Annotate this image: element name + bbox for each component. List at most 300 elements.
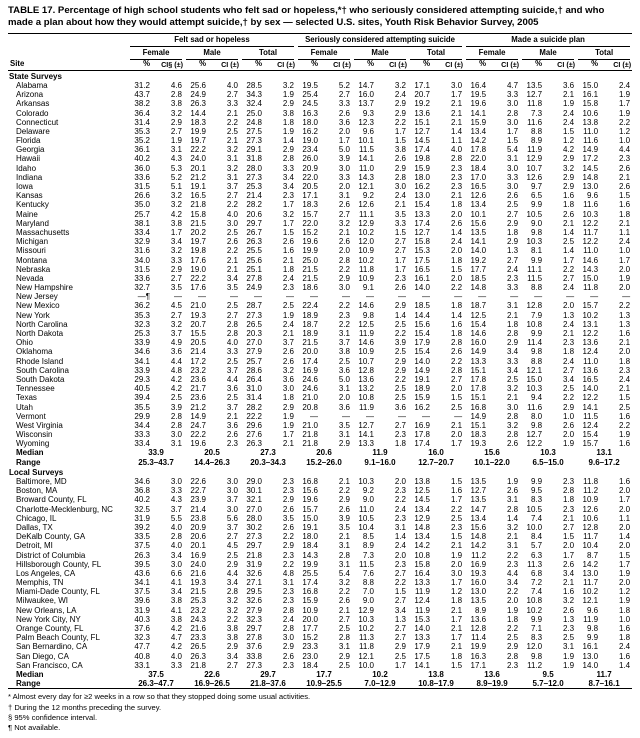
percent-value: 17.5 bbox=[414, 651, 430, 661]
percent-value: 8.8 bbox=[530, 283, 543, 293]
ci-value: 2.0 bbox=[619, 264, 631, 274]
ci-value: 2.4 bbox=[394, 90, 406, 100]
percent-value: 13.0 bbox=[582, 651, 599, 661]
percent-value: 12.1 bbox=[582, 596, 599, 606]
ci-value: 2.1 bbox=[450, 117, 463, 127]
ci-value: 1.5 bbox=[394, 136, 406, 146]
ci-value: 2.3 bbox=[562, 477, 575, 487]
percent-value: 19.8 bbox=[190, 246, 206, 256]
ci-value: 1.3 bbox=[506, 246, 519, 256]
percent-value: 27.1 bbox=[246, 578, 262, 588]
ci-value: 1.7 bbox=[506, 126, 519, 136]
percent-value: 27.8 bbox=[246, 273, 262, 283]
percent-value: 32.3 bbox=[134, 319, 150, 329]
percent-value: 38.1 bbox=[134, 218, 150, 228]
ci-value: 2.0 bbox=[619, 578, 631, 588]
percent-value: 21.8 bbox=[302, 439, 318, 449]
group-header-row bbox=[8, 33, 632, 46]
percent-value: 11.6 bbox=[527, 402, 543, 412]
percent-value: 34.6 bbox=[134, 347, 150, 357]
ci-value: 6.6 bbox=[170, 568, 182, 578]
percent-value: 14.9 bbox=[414, 365, 430, 375]
percent-value: 14.1 bbox=[582, 402, 599, 412]
ci-value: 3.0 bbox=[282, 384, 294, 394]
ci-value: 2.6 bbox=[506, 439, 519, 449]
site-name: Delaware bbox=[16, 126, 50, 136]
percent-value: 14.8 bbox=[414, 522, 430, 532]
ci-value: — bbox=[622, 292, 631, 302]
ci-value: 3.4 bbox=[506, 578, 519, 588]
percent-value: 9.9 bbox=[586, 633, 599, 643]
percent-value: 12.7 bbox=[526, 90, 543, 100]
percent-header: % bbox=[352, 60, 379, 70]
ci-value: 2.3 bbox=[282, 191, 294, 201]
subgroup-male: Male bbox=[520, 47, 576, 60]
percent-value: 36.2 bbox=[134, 301, 150, 311]
percent-value: 13.6 bbox=[582, 365, 599, 375]
ci-value: 3.6 bbox=[170, 347, 182, 357]
percent-value: 9.0 bbox=[362, 495, 374, 505]
percent-value: 18.9 bbox=[302, 310, 318, 320]
ci-value: 2.9 bbox=[170, 117, 182, 127]
percent-value: 15.4 bbox=[414, 347, 430, 357]
ci-value: 3.0 bbox=[506, 99, 519, 109]
percent-value: 10.2 bbox=[358, 255, 374, 265]
ci-value: 3.3 bbox=[226, 347, 238, 357]
ci-value: 3.2 bbox=[338, 578, 350, 588]
percent-value: 26.3 bbox=[190, 651, 206, 661]
ci-value: — bbox=[510, 292, 519, 302]
percent-value: 25.1 bbox=[246, 264, 262, 274]
percent-value: 8.4 bbox=[530, 532, 543, 542]
ci-value: 3.3 bbox=[394, 218, 406, 228]
percent-value: 8.8 bbox=[530, 126, 543, 136]
percent-value: 29.7 bbox=[246, 624, 262, 634]
ci-value: 1.0 bbox=[562, 411, 575, 421]
percent-value: 11.7 bbox=[583, 578, 599, 588]
ci-value: 4.2 bbox=[170, 624, 182, 634]
percent-value: 33.8 bbox=[246, 651, 262, 661]
summary-value: 13.8 bbox=[428, 669, 444, 679]
ci-header: CI (±) bbox=[491, 60, 520, 70]
ci-value: — bbox=[174, 292, 182, 302]
table-row bbox=[8, 514, 632, 523]
ci-value: 2.4 bbox=[562, 356, 575, 366]
ci-value: 2.6 bbox=[562, 559, 575, 569]
percent-value: 33.1 bbox=[134, 660, 150, 670]
percent-value: 27.8 bbox=[246, 633, 262, 643]
ci-value: 2.0 bbox=[394, 477, 406, 487]
ci-value: 3.7 bbox=[226, 402, 238, 412]
ci-value: 2.9 bbox=[338, 651, 350, 661]
ci-value: 3.0 bbox=[506, 402, 519, 412]
percent-value: 17.4 bbox=[414, 145, 430, 155]
percent-value: 33.6 bbox=[134, 273, 150, 283]
percent-value: 17.9 bbox=[414, 338, 430, 348]
ci-value: 3.2 bbox=[282, 365, 294, 375]
ci-value: — bbox=[454, 411, 463, 421]
percent-value: 23.2 bbox=[190, 605, 206, 615]
percent-value: 16.8 bbox=[470, 402, 487, 412]
ci-value: — bbox=[398, 292, 406, 302]
ci-value: 1.5 bbox=[619, 550, 631, 560]
ci-value: 2.8 bbox=[506, 430, 519, 440]
ci-value: 2.4 bbox=[562, 283, 575, 293]
percent-value: 21.2 bbox=[190, 402, 206, 412]
ci-value: 3.2 bbox=[282, 80, 294, 90]
site-name: South Dakota bbox=[16, 374, 65, 384]
percent-value: 33.6 bbox=[134, 172, 150, 182]
percent-value: 33.9 bbox=[134, 365, 150, 375]
percent-value: 32.7 bbox=[134, 283, 150, 293]
table-row bbox=[8, 486, 632, 495]
percent-value: 28.2 bbox=[246, 200, 262, 210]
percent-value: 17.4 bbox=[302, 356, 318, 366]
ci-value: 3.8 bbox=[282, 108, 294, 118]
ci-value: 3.5 bbox=[170, 283, 182, 293]
percent-value: 11.7 bbox=[583, 227, 599, 237]
ci-value: 3.1 bbox=[338, 384, 350, 394]
table-row bbox=[8, 375, 632, 384]
ci-value: 1.5 bbox=[394, 227, 406, 237]
percent-value: 13.5 bbox=[470, 477, 487, 487]
ci-value: 2.3 bbox=[450, 172, 463, 182]
percent-value: 40.2 bbox=[134, 154, 150, 164]
percent-value: 25.6 bbox=[246, 255, 262, 265]
site-name: Wisconsin bbox=[16, 430, 53, 440]
percent-value: 32.3 bbox=[134, 633, 150, 643]
percent-value: 7.0 bbox=[362, 587, 374, 597]
ci-value: — bbox=[454, 292, 463, 302]
ci-value: 1.4 bbox=[282, 136, 294, 146]
percent-value: 20.6 bbox=[246, 209, 262, 219]
percent-value: 18.5 bbox=[414, 301, 430, 311]
percent-value: 37.6 bbox=[246, 642, 262, 652]
percent-value: 11.5 bbox=[359, 145, 374, 155]
ci-value: 2.7 bbox=[394, 568, 406, 578]
ci-value: 2.6 bbox=[619, 182, 631, 192]
percent-value: 10.5 bbox=[358, 513, 374, 523]
percent-value: 11.0 bbox=[583, 246, 599, 256]
site-name: New Hampshire bbox=[16, 283, 73, 293]
ci-value: 3.1 bbox=[226, 172, 238, 182]
ci-value: 3.4 bbox=[562, 568, 575, 578]
percent-value: 18.7 bbox=[302, 319, 318, 329]
ci-value: 3.1 bbox=[506, 541, 519, 551]
ci-value: 2.7 bbox=[394, 624, 406, 634]
ci-value: 2.7 bbox=[394, 246, 406, 256]
group-made-a-suicide-plan bbox=[464, 33, 632, 46]
ci-value: 3.5 bbox=[394, 209, 406, 219]
ci-value: 2.6 bbox=[226, 237, 238, 247]
summary-value: 11.7 bbox=[596, 669, 612, 679]
percent-value: 14.1 bbox=[358, 154, 374, 164]
ci-value: 1.6 bbox=[619, 651, 631, 661]
ci-value: 2.1 bbox=[394, 200, 406, 210]
percent-value: 10.8 bbox=[414, 550, 430, 560]
ci-value: 2.8 bbox=[282, 154, 294, 164]
ci-value: 2.1 bbox=[562, 329, 575, 339]
percent-value: 19.6 bbox=[302, 495, 318, 505]
ci-value: 2.8 bbox=[506, 411, 519, 421]
ci-value: 4.5 bbox=[170, 301, 182, 311]
percent-value: 14.0 bbox=[414, 624, 430, 634]
ci-value: 4.2 bbox=[562, 145, 575, 155]
table-row bbox=[8, 578, 632, 587]
percent-value: 12.0 bbox=[526, 642, 543, 652]
ci-value: 1.8 bbox=[506, 614, 519, 624]
percent-header: % bbox=[408, 60, 435, 70]
percent-value: 32.6 bbox=[246, 596, 262, 606]
summary-value: 14.4–26.3 bbox=[194, 457, 230, 467]
ci-value: 2.7 bbox=[338, 209, 350, 219]
ci-value: 1.8 bbox=[450, 200, 463, 210]
ci-value: 3.9 bbox=[170, 402, 182, 412]
percent-value: 17.4 bbox=[302, 578, 318, 588]
ci-value: 2.1 bbox=[450, 624, 463, 634]
ci-value: 2.9 bbox=[562, 172, 575, 182]
ci-value: 1.6 bbox=[562, 191, 575, 201]
ci-value: 2.7 bbox=[338, 614, 350, 624]
percent-value: 11.9 bbox=[415, 587, 430, 597]
ci-value: 1.5 bbox=[506, 136, 519, 146]
ci-value: 4.7 bbox=[170, 633, 182, 643]
ci-value: 5.5 bbox=[170, 513, 182, 523]
percent-value: 29.1 bbox=[246, 145, 262, 155]
percent-value: 33.9 bbox=[134, 338, 150, 348]
ci-value: 4.1 bbox=[170, 578, 182, 588]
percent-value: 11.8 bbox=[359, 642, 374, 652]
percent-value: 20.0 bbox=[302, 347, 318, 357]
summary-value: 15.6 bbox=[484, 448, 500, 458]
ci-value: 2.1 bbox=[282, 439, 294, 449]
percent-value: 27.3 bbox=[246, 172, 262, 182]
ci-value: 2.0 bbox=[338, 126, 350, 136]
ci-value: 2.8 bbox=[506, 329, 519, 339]
site-name: Miami-Dade County, FL bbox=[16, 587, 100, 597]
ci-value: 3.2 bbox=[226, 145, 238, 155]
ci-value: 2.8 bbox=[170, 411, 182, 421]
percent-value: 10.5 bbox=[526, 504, 543, 514]
ci-value: 3.8 bbox=[394, 145, 406, 155]
ci-value: 1.8 bbox=[619, 633, 631, 643]
ci-value: 1.5 bbox=[562, 532, 575, 542]
ci-value: 3.0 bbox=[170, 559, 182, 569]
percent-value: 21.4 bbox=[246, 191, 262, 201]
percent-value: 13.0 bbox=[470, 587, 487, 597]
percent-value: 23.3 bbox=[190, 633, 206, 643]
percent-value: 12.6 bbox=[470, 191, 487, 201]
ci-value: 2.2 bbox=[506, 587, 519, 597]
table-row bbox=[8, 173, 632, 182]
ci-value: 2.1 bbox=[619, 338, 631, 348]
percent-value: 21.5 bbox=[302, 273, 318, 283]
percent-value: 13.8 bbox=[582, 117, 599, 127]
percent-value: 6.5 bbox=[530, 191, 543, 201]
ci-value: 2.0 bbox=[450, 559, 463, 569]
ci-value: 5.3 bbox=[170, 163, 182, 173]
percent-value: 38.2 bbox=[134, 99, 150, 109]
percent-value: 14.5 bbox=[414, 495, 430, 505]
ci-value: 1.0 bbox=[619, 614, 631, 624]
percent-value: 14.3 bbox=[358, 172, 374, 182]
group-seriously-considered-suicide bbox=[296, 33, 464, 46]
percent-value: 10.3 bbox=[526, 237, 543, 247]
summary-value: 15.2–26.0 bbox=[306, 457, 342, 467]
table-row bbox=[8, 145, 632, 154]
percent-value: 16.5 bbox=[582, 374, 599, 384]
ci-value: 4.0 bbox=[226, 338, 238, 348]
footnote-asterisk: * Almost every day for ≥2 weeks in a row so that they stopped doing some usual activities. bbox=[8, 692, 311, 702]
table-row bbox=[8, 256, 632, 265]
percent-value: 14.9 bbox=[470, 347, 487, 357]
site-name: DeKalb County, GA bbox=[16, 532, 86, 542]
percent-value: 24.3 bbox=[190, 614, 206, 624]
percent-value: 19.3 bbox=[470, 439, 487, 449]
footnote-dagger: † During the 12 months preceding the survey. bbox=[8, 702, 162, 712]
ci-value: 2.3 bbox=[450, 163, 463, 173]
summary-value: 5.7–12.0 bbox=[532, 679, 564, 689]
percent-value: 21.0 bbox=[190, 301, 206, 311]
percent-value: 30.1 bbox=[246, 486, 262, 496]
percent-value: 20.1 bbox=[190, 541, 206, 551]
ci-value: 2.8 bbox=[170, 90, 182, 100]
percent-value: 14.8 bbox=[582, 172, 599, 182]
percent-value: 18.3 bbox=[302, 200, 318, 210]
ci-value: 3.1 bbox=[226, 154, 238, 164]
ci-value: 3.1 bbox=[170, 145, 182, 155]
ci-value: 5.4 bbox=[506, 145, 519, 155]
percent-value: 12.8 bbox=[526, 301, 543, 311]
percent-value: 16.2 bbox=[414, 402, 430, 412]
ci-value: 3.7 bbox=[226, 522, 238, 532]
ci-value: 2.7 bbox=[394, 633, 406, 643]
percent-value: 12.9 bbox=[358, 605, 374, 615]
ci-value: — bbox=[342, 411, 350, 421]
percent-value: 28.6 bbox=[246, 365, 262, 375]
ci-value: 1.9 bbox=[562, 99, 575, 109]
percent-value: 28.2 bbox=[246, 402, 262, 412]
summary-value: 29.7 bbox=[260, 669, 276, 679]
ci-value: 2.8 bbox=[450, 338, 463, 348]
percent-value: 9.6 bbox=[362, 126, 374, 136]
percent-value: 21.8 bbox=[246, 550, 262, 560]
ci-value: 2.6 bbox=[506, 486, 519, 496]
percent-value: 13.7 bbox=[358, 99, 374, 109]
site-name: Baltimore, MD bbox=[16, 477, 67, 487]
percent-value: 14.2 bbox=[470, 541, 487, 551]
ci-value: 1.8 bbox=[450, 301, 463, 311]
percent-value: 13.4 bbox=[414, 504, 430, 514]
ci-value: 3.1 bbox=[506, 154, 519, 164]
ci-value: 2.5 bbox=[226, 356, 238, 366]
percent-value: 15.7 bbox=[302, 504, 318, 514]
ci-value: 5.1 bbox=[170, 182, 182, 192]
table-row bbox=[8, 551, 632, 560]
ci-value: 3.6 bbox=[226, 420, 238, 430]
ci-value: 2.0 bbox=[506, 596, 519, 606]
percent-value: 15.4 bbox=[414, 329, 430, 339]
percent-value: 21.6 bbox=[190, 624, 206, 634]
ci-value: 4.4 bbox=[619, 145, 631, 155]
percent-value: 10.6 bbox=[582, 513, 599, 523]
table-row bbox=[8, 430, 632, 439]
percent-value: 14.6 bbox=[358, 301, 374, 311]
ci-value: 2.1 bbox=[619, 384, 631, 394]
ci-value: 2.7 bbox=[170, 273, 182, 283]
percent-value: 43.7 bbox=[134, 90, 150, 100]
ci-value: 3.2 bbox=[562, 596, 575, 606]
ci-value: 2.8 bbox=[282, 605, 294, 615]
ci-value: 2.6 bbox=[619, 163, 631, 173]
percent-value: 9.9 bbox=[530, 200, 543, 210]
summary-value: 10.1–22.0 bbox=[474, 457, 510, 467]
table-row bbox=[8, 624, 632, 633]
percent-value: 15.4 bbox=[582, 430, 599, 440]
percent-value: 12.1 bbox=[358, 651, 374, 661]
percent-value: 26.5 bbox=[190, 642, 206, 652]
ci-value: 3.6 bbox=[394, 402, 406, 412]
percent-value: 20.9 bbox=[302, 163, 318, 173]
ci-value: 2.4 bbox=[450, 237, 463, 247]
ci-value: 2.1 bbox=[619, 218, 631, 228]
summary-value: 33.9 bbox=[148, 448, 164, 458]
percent-value: 26.6 bbox=[134, 191, 150, 201]
summary-value: 9.5 bbox=[542, 669, 554, 679]
ci-value: 2.0 bbox=[450, 430, 463, 440]
ci-value: 2.0 bbox=[562, 430, 575, 440]
percent-value: 7.4 bbox=[530, 513, 543, 523]
ci-value: 3.9 bbox=[338, 154, 350, 164]
percent-value: 13.0 bbox=[582, 182, 599, 192]
table-row bbox=[8, 81, 632, 90]
percent-value: 14.7 bbox=[470, 504, 487, 514]
percent-value: 39.2 bbox=[134, 522, 150, 532]
percent-value: 9.8 bbox=[530, 651, 543, 661]
percent-value: 14.8 bbox=[470, 532, 487, 542]
ci-value: 2.2 bbox=[619, 117, 631, 127]
percent-value: 15.0 bbox=[526, 374, 543, 384]
percent-value: 9.9 bbox=[530, 477, 543, 487]
table-row bbox=[8, 191, 632, 200]
percent-value: 12.8 bbox=[582, 522, 599, 532]
percent-value: 21.5 bbox=[190, 218, 206, 228]
percent-value: 11.5 bbox=[359, 559, 374, 569]
percent-value: 27.9 bbox=[246, 347, 262, 357]
percent-value: 6.3 bbox=[530, 550, 543, 560]
range-row bbox=[8, 458, 632, 467]
percent-value: 19.3 bbox=[190, 578, 206, 588]
percent-value: 17.4 bbox=[414, 439, 430, 449]
ci-value: 2.0 bbox=[562, 301, 575, 311]
percent-value: 19.6 bbox=[470, 99, 487, 109]
summary-value: 21.8–37.6 bbox=[250, 679, 286, 689]
table-row bbox=[8, 403, 632, 412]
ci-value: 5.2 bbox=[170, 172, 182, 182]
percent-value: 9.1 bbox=[362, 283, 374, 293]
ci-value: 2.9 bbox=[282, 99, 294, 109]
ci-value: 3.2 bbox=[338, 218, 350, 228]
percent-value: 28.0 bbox=[246, 163, 262, 173]
percent-value: 34.1 bbox=[134, 356, 150, 366]
ci-value: 2.5 bbox=[226, 301, 238, 311]
ci-value: 2.3 bbox=[394, 486, 406, 496]
percent-value: 15.5 bbox=[190, 329, 206, 339]
ci-value: 2.5 bbox=[562, 633, 575, 643]
site-column-spacer bbox=[8, 33, 128, 46]
percent-value: — bbox=[366, 292, 374, 302]
percent-value: 15.8 bbox=[414, 237, 430, 247]
